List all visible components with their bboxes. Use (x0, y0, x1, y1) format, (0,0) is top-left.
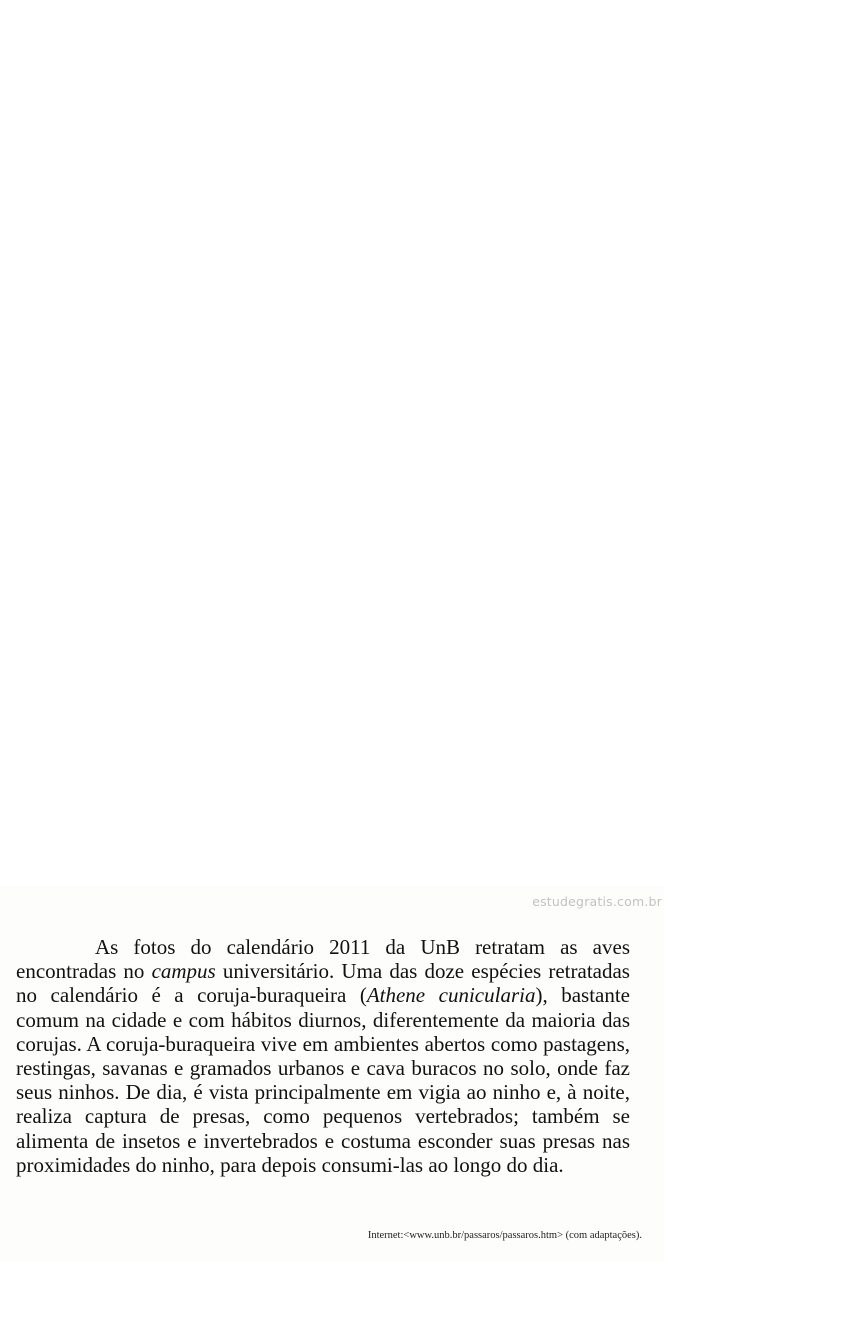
watermark: estudegratis.com.br (532, 894, 662, 909)
source-citation: Internet:<www.unb.br/passaros/passaros.htm> (com adaptações). (367, 1230, 642, 1241)
passage-italic-term: campus (151, 959, 216, 984)
passage-species-name: Athene cunicularia (366, 983, 536, 1008)
passage-text: universitário. Uma das doze espécies retratadas no calendário é a coruja-buraqueira ( (16, 959, 630, 1008)
passage-text: As fotos do calendário 2011 da UnB retratam as aves encontradas no (16, 935, 630, 984)
passage-paragraph (16, 935, 630, 1177)
text-excerpt (0, 885, 664, 1261)
passage-text: ), bastante comum na cidade e com hábitos diurnos, diferentemente da maioria das corujas. A coruja-buraqueira vive em ambientes abertos como pastagens, restingas, savanas e gramados urbanos e cava buracos no solo, onde faz seus ninhos. De dia, é vista principalmente em vigia ao ninho e, à noite, realiza captura de presas, como pequenos vertebrados; também se alimenta de insetos e invertebrados e costuma esconder suas presas nas proximidades do ninho, para depois consumi-las ao longo do dia. (16, 983, 630, 1177)
